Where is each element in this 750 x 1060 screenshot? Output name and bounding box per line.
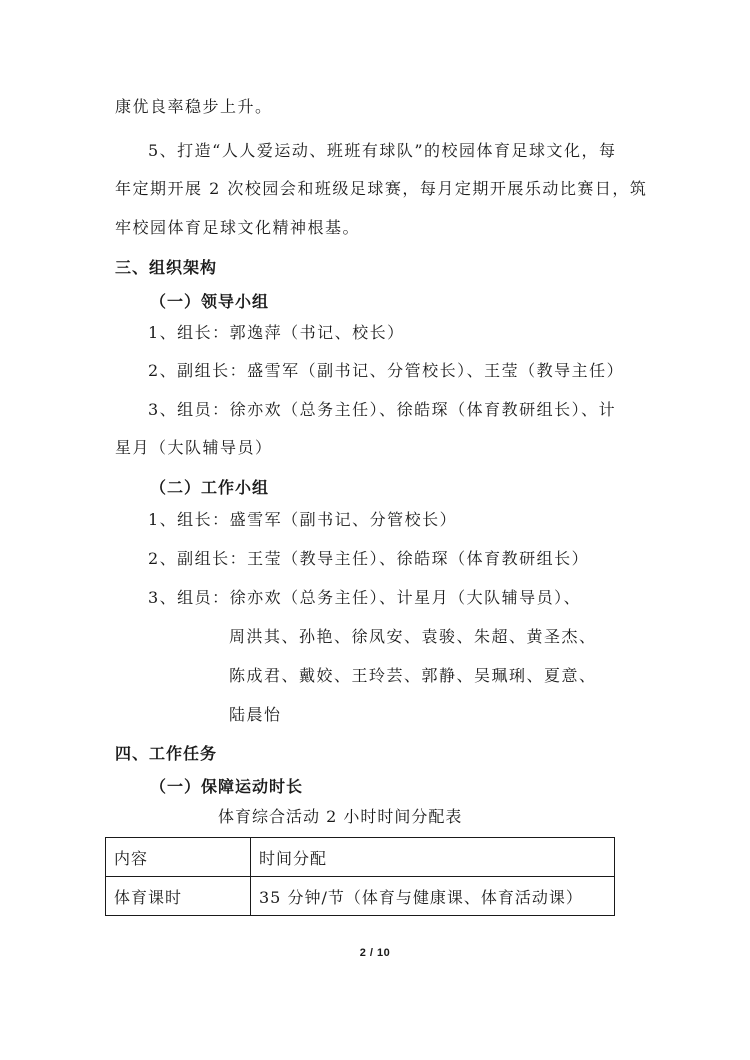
list-item-continuation: 陈成君、戴姣、王玲芸、郭静、吴珮琍、夏意、 [229,666,597,685]
table-header-cell: 内容 [106,838,251,877]
list-item: 1、组长：郭逸萍（书记、校长） [148,323,405,342]
list-item-continuation: 陆晨怡 [229,705,282,724]
section-heading: 四、工作任务 [115,744,218,763]
list-item: 3、组员：徐亦欢（总务主任）、计星月（大队辅导员）、 [148,588,582,607]
section-heading: 三、组织架构 [115,258,218,277]
subsection-heading: （二）工作小组 [150,478,270,497]
table-header-row [106,838,615,877]
paragraph-line: 康优良率稳步上升。 [115,97,273,116]
list-item-continuation: 星月（大队辅导员） [115,438,273,457]
list-item-continuation: 周洪其、孙艳、徐凤安、袁骏、朱超、黄圣杰、 [229,627,597,646]
paragraph-line: 5、打造“人人爱运动、班班有球队”的校园体育足球文化，每 [148,141,617,160]
table-caption: 体育综合活动 2 小时时间分配表 [218,807,463,826]
table-cell: 35 分钟/节（体育与健康课、体育活动课） [251,877,615,916]
paragraph-line: 牢校园体育足球文化精神根基。 [115,218,361,237]
paragraph-line: 年定期开展 2 次校园会和班级足球赛，每月定期开展乐动比赛日，筑 [115,179,648,198]
list-item: 2、副组长：王莹（教导主任）、徐皓琛（体育教研组长） [148,549,590,568]
table-row [106,877,615,916]
list-item: 3、组员：徐亦欢（总务主任）、徐皓琛（体育教研组长）、计 [148,400,617,419]
table-cell: 体育课时 [106,877,251,916]
page-number: 2 / 10 [359,947,391,959]
subsection-heading: （一）领导小组 [150,292,270,311]
subsection-heading: （一）保障运动时长 [150,777,304,796]
table-header-cell: 时间分配 [251,838,615,877]
list-item: 2、副组长：盛雪军（副书记、分管校长）、王莹（教导主任） [148,361,625,380]
list-item: 1、组长：盛雪军（副书记、分管校长） [148,510,458,529]
time-allocation-table [105,837,615,916]
